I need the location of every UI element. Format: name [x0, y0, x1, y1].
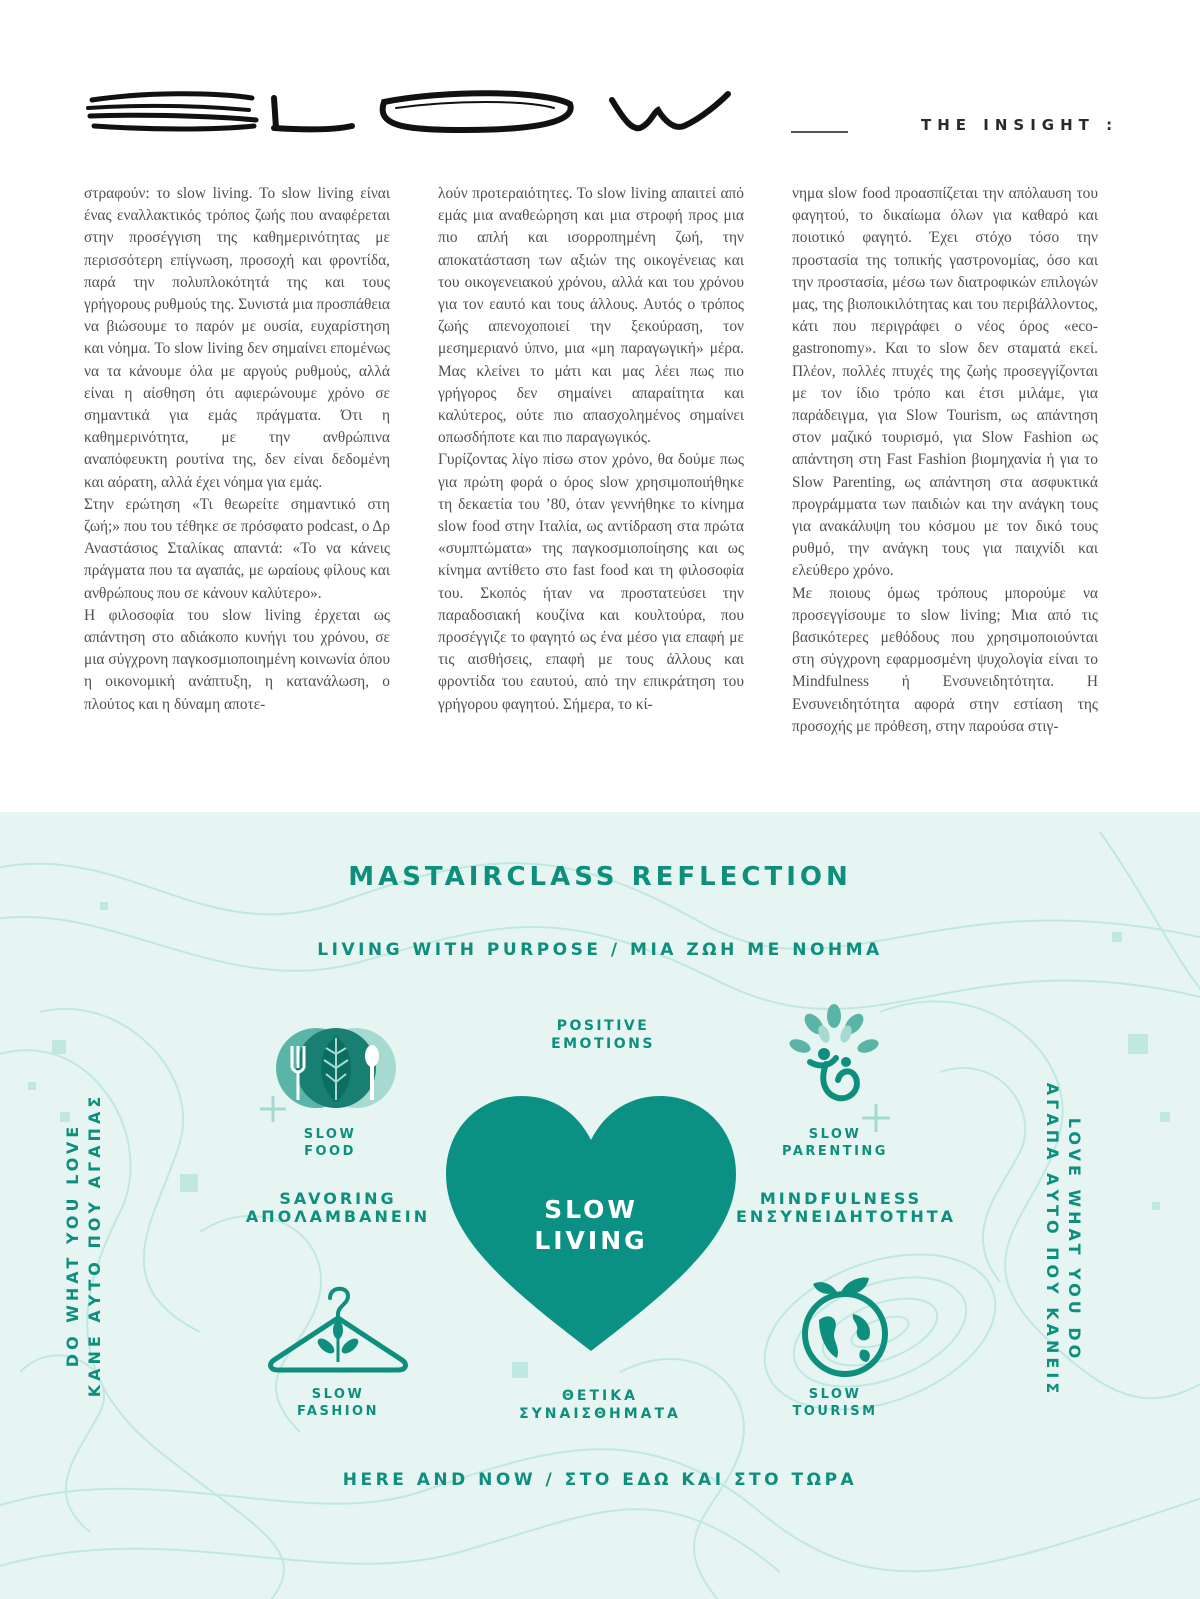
heart-label: SLOW LIVING	[534, 1195, 648, 1255]
article-column-2	[438, 183, 744, 758]
infographic-title: MASTAIRCLASS REFLECTION	[348, 862, 852, 892]
slow-tourism-icon	[795, 1274, 895, 1384]
header-rule	[791, 131, 848, 133]
slow-fashion-icon	[268, 1282, 408, 1382]
paragraph: Η φιλοσοφία του slow living έρχεται ως απάντηση στο αδιάκοπο κυνήγι του χρόνου, σε μια σύγχρονη παγκοσμιοποιημένη κοινωνία όπου η οικονομική ανάπτυξη, η κατανάλωση, ο πλούτος και η δύναμη αποτε-	[84, 606, 390, 713]
paragraph: στραφούν: το slow living. Το slow living είναι ένας εναλλακτικός τρόπος ζωής που αναφέρεται στην προσέγγιση της καθημερινότητας με περισσότερη επίγνωση, προσοχή και φροντίδα, παρά την πολυπλοκότητά της και τους γρήγορους ρυθμούς της. Συνιστά μια προσπάθεια να βιώσουμε το παρόν με ουσία, ευχαρίστηση και νόημα. Το slow living δεν σημαίνει επομένως να τα κάνουμε όλα με αργούς ρυθμούς, αλλά είναι η αίσθηση ότι αφιερώνουμε χρόνο σε σημαντικά για εμάς πράγματα. Ότι η καθημερινότητα, με την ανθρώπινα αναπόφευκτη ρουτίνα της, δεν είναι δεδομένη και αόρατη, αλλά έχει νόημα για εμάς.	[84, 185, 390, 491]
paragraph: λούν προτεραιότητες. Το slow living απαιτεί από εμάς μια αναθεώρηση και μια στροφή προς μια πιο απλή και ισορροπημένη ζωή, την αποκατάσταση των αξιών της οικογένειας και του οικογενειακού χρόνου, αλλά και του χρόνου για τον εαυτό και τους άλλους. Αυτός ο τρόπος ζωής απενοχοποιεί την ξεκούραση, τον μεσημεριανό ύπνο, μια «μη παραγωγική» μέρα. Μας κλείνει το μάτι και μας λέει πως πιο γρήγορος δεν σημαίνει απαραίτητα και καλύτερος, ούτε πιο απασχολημένος σημαίνει οπωσδήποτε και πιο παραγωγικός.	[438, 185, 744, 447]
paragraph: νημα slow food προασπίζεται την απόλαυση του φαγητού, το δικαίωμα όλων για καθαρό και ποιοτικό φαγητό. Έχει στόχο τόσο την προστασία της τοπικής γαστρονομίας, όσο και την προστασία, μέσω των διατροφικών επιλογών μας, της βιοποικιλότητας και του περιβάλλοντος, κάτι που περιγράφει ο νέος όρος «eco-gastronomy». Και το slow δεν σταματά εκεί. Πλέον, πολλές πτυχές της ζωής προσεγγίζονται με τον ίδιο τρόπο και έτσι μιλάμε, για παράδειγμα, για Slow Tourism, ως απάντηση στον μαζικό τουρισμό, για Slow Fashion ως απάντηση στη Fast Fashion βιομηχανία ή για το Slow Parenting, ως απάντηση στα ασφυκτικά προγράμματα των παιδιών και την ανάγκη τους για ανακάλυψη του κόσμου με τον δικό τους ρυθμό, την ανάγκη τους για παιχνίδι και ελεύθερο χρόνο.	[792, 185, 1098, 580]
bottom-tagline: HERE AND NOW / ΣΤΟ ΕΔΩ ΚΑΙ ΣΤΟ ΤΩΡΑ	[342, 1470, 858, 1490]
slow-tourism-label: SLOW TOURISM	[792, 1387, 878, 1419]
slow-food-label: SLOW FOOD	[303, 1127, 357, 1159]
savoring-label: SAVORING ΑΠΟΛΑΜΒΑΝΕΙΝ	[245, 1189, 431, 1226]
article-column-1	[84, 183, 390, 758]
section-label: THE INSIGHT :	[921, 116, 1119, 134]
paragraph: Στην ερώτηση «Τι θεωρείτε σημαντικό στη ζωή;» που του τέθηκε σε πρόσφατο podcast, ο Δρ Αναστάσιος Σταλίκας απαντά: «Το να κάνεις πράγματα που τα αγαπάς, με ωραίους φίλους και ανθρώπους που σε κάνουν καλύτερο».	[84, 495, 390, 602]
top-tagline: LIVING WITH PURPOSE / ΜΙΑ ΖΩΗ ΜΕ ΝΟΗΜΑ	[317, 940, 883, 960]
positive-emotions-label: POSITIVE EMOTIONS	[551, 1018, 655, 1052]
mindfulness-label: MINDFULNESS ΕΝΣΥΝΕΙΔΗΤΟΤΗΤΑ	[736, 1189, 956, 1226]
page-header	[0, 0, 1200, 170]
slow-parenting-label: SLOW PARENTING	[782, 1127, 888, 1159]
slow-living-heart	[446, 1096, 736, 1356]
plus-icon	[258, 1094, 288, 1124]
article-column-3	[792, 183, 1098, 758]
thetika-label: ΘΕΤΙΚΑ ΣΥΝΑΙΣΘΗΜΑΤΑ	[519, 1388, 681, 1422]
paragraph: Με ποιους όμως τρόπους μπορούμε να προσεγγίσουμε το slow living; Μια από τις βασικότερες μεθόδους που χρησιμοποιούνται στη σύγχρονη εφαρμοσμένη ψυχολογία είναι το Mindfulness ή Ενσυνειδητότητα. Η Ενσυνειδητότητα αφορά στην εστίαση της προσοχής με πρόθεση, στην παρούσα στιγ-	[792, 584, 1098, 735]
paragraph: Γυρίζοντας λίγο πίσω στον χρόνο, θα δούμε πως για πρώτη φορά ο όρος slow χρησιμοποιήθηκε τη δεκαετία του ’80, όταν γεννήθηκε το κίνημα slow food στην Ιταλία, ως αντίδραση στα πρώτα «συμπτώματα» της παγκοσμιοποίησης και ως κίνημα αντίθετο στο fast food και τη φιλοσοφία του. Σκοπός ήταν να προστατεύσει την παραδοσιακή κουζίνα και κουλτούρα, που προσέγγιζε το φαγητό ως ένα μέσο για επαφή με τις αισθήσεις, επαφή με τους άλλους και φροντίδα του εαυτού, από την επικράτηση του γρήγορου φαγητού. Σήμερα, το κί-	[438, 451, 744, 713]
article-body	[84, 183, 1098, 763]
slow-wordmark	[84, 86, 744, 138]
slow-food-icon	[272, 1024, 402, 1114]
slow-parenting-icon	[780, 1002, 890, 1112]
infographic-panel: MASTAIRCLASS REFLECTION LIVING WITH PURPOSE / ΜΙΑ ΖΩΗ ΜΕ ΝΟΗΜΑ POSITIVE EMOTIONS SLOW FOOD SLOW PARENTING SAVORING ΑΠΟΛΑΜΒΑΝΕΙΝ MINDFULNESS ΕΝΣΥΝΕΙΔΗΤΟΤΗΤΑ SLOW LIVING SLOW FASHION SLOW TOURISM ΘΕΤΙΚΑ ΣΥΝΑΙΣΘΗΜΑΤΑ HERE AND NOW / ΣΤΟ ΕΔΩ ΚΑΙ ΣΤΟ ΤΩΡΑ DO WHAT YOU LOVE ΚΑΝΕ ΑΥΤΟ ΠΟΥ ΑΓΑΠΑΣ LOVE WHAT YOU DO ΑΓΑΠΑ ΑΥΤΟ ΠΟΥ ΚΑΝΕΙΣ	[0, 812, 1200, 1599]
slow-fashion-label: SLOW FASHION	[297, 1387, 379, 1419]
